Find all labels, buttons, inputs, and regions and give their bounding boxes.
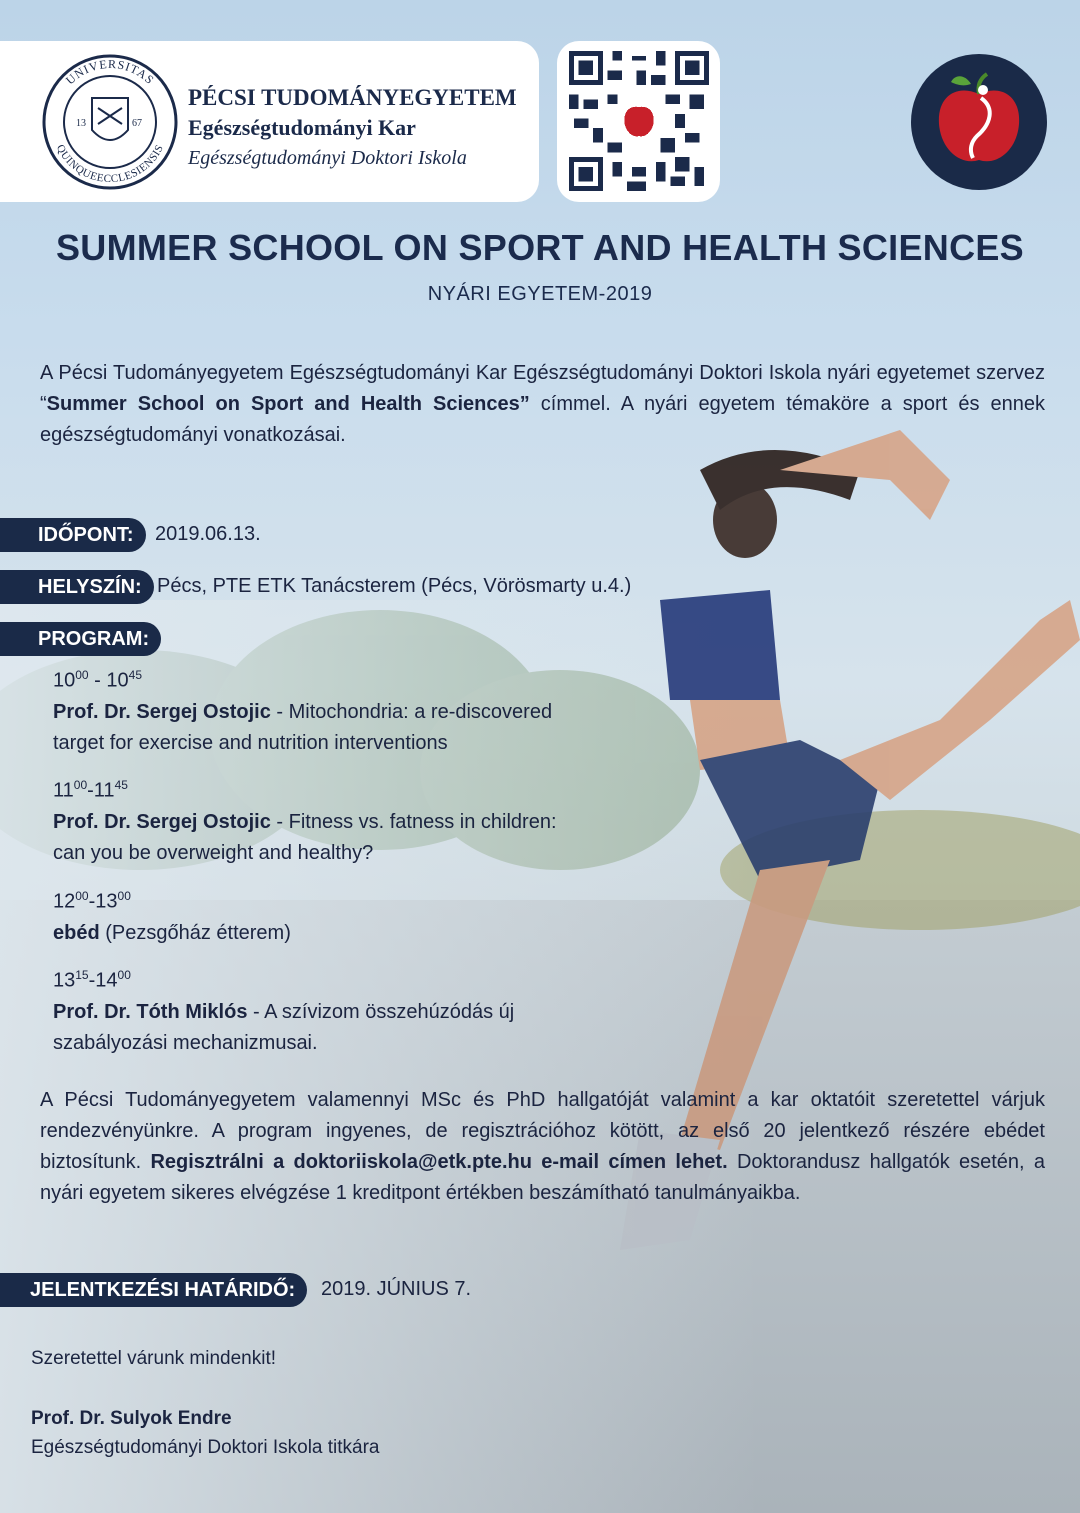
qr-code-card[interactable]	[557, 41, 720, 202]
program-session	[53, 881, 593, 949]
closing-text-end: Doktorandusz hallgatók esetén, a nyári egyetem sikeres elvégzése 1 kreditpont értékben beszámítható tanulmányaikba.	[40, 1151, 1045, 1204]
date-value: 2019.06.13.	[155, 523, 261, 545]
session-topic: - Fitness vs. fatness in children: can you be overweight and healthy?	[53, 810, 557, 864]
greeting-text: Szeretettel várunk mindenkit!	[31, 1348, 277, 1369]
date-label: IDŐPONT:	[0, 518, 146, 552]
apple-logo-icon	[911, 54, 1047, 190]
intro-text-end: címmel. A nyári egyetem témaköre a sport és ennek egészségtudományi vonatkozásai.	[40, 393, 1045, 446]
university-logo-card	[0, 41, 539, 202]
session-speaker: Prof. Dr. Sergej Ostojic	[53, 700, 271, 723]
program-session	[53, 770, 593, 869]
closing-paragraph	[40, 1085, 1045, 1209]
school-name: Egészségtudományi Doktori Iskola	[188, 147, 467, 169]
qr-code-icon	[569, 51, 709, 191]
svg-text:UNIVERSITAS	[63, 57, 157, 88]
intro-text: A Pécsi Tudományegyetem Egészségtudományi Kar Egészségtudományi Doktori Iskola nyári egyetemet szervez “	[40, 362, 1045, 415]
seal-year-right: 67	[132, 118, 142, 129]
seal-year-left: 13	[76, 118, 86, 129]
session-speaker: ebéd	[53, 921, 100, 944]
svg-text:QUINQUEECCLESIENSIS	[54, 143, 166, 185]
program-label: PROGRAM:	[0, 622, 161, 656]
seal-text-bottom: QUINQUEECCLESIENSIS	[53, 142, 167, 186]
session-topic: - Mitochondria: a re-discovered target for exercise and nutrition interventions	[53, 700, 553, 754]
session-time: $10^{00} - 10^{45}$	[53, 668, 142, 692]
faculty-name: Egészségtudományi Kar	[188, 115, 416, 140]
session-speaker: Prof. Dr. Sergej Ostojic	[53, 810, 271, 833]
session-time: $11^{00}-11^{45}$	[53, 778, 128, 802]
university-seal-icon	[40, 52, 180, 192]
session-topic: (Pezsgőház étterem)	[99, 921, 291, 944]
session-time: $13^{15}-14^{00}$	[53, 968, 131, 992]
session-topic: - A szívizom összehúzódás új szabályozási mechanizmusai.	[53, 1000, 515, 1054]
deadline-label: JELENTKEZÉSI HATÁRIDŐ:	[0, 1273, 307, 1307]
intro-paragraph	[40, 358, 1045, 451]
university-name: PÉCSI TUDOMÁNYEGYETEM	[188, 85, 517, 110]
program-session	[53, 960, 593, 1059]
page-subtitle: NYÁRI EGYETEM-2019	[427, 283, 653, 305]
registration-info: Regisztrálni a doktoriiskola@etk.pte.hu e-mail címen lehet.	[150, 1151, 728, 1173]
session-speaker: Prof. Dr. Tóth Miklós	[53, 1000, 248, 1023]
place-label: HELYSZÍN:	[0, 570, 154, 604]
deadline-value: 2019. JÚNIUS 7.	[321, 1278, 472, 1300]
closing-text: A Pécsi Tudományegyetem valamennyi MSc és PhD hallgatóját valamint a kar oktatóit szeretettel várjuk rendezvényünkre. A program ingyenes, de regisztrációhoz kötött, az első 20 jelentkező részére ebédet biztosítunk.	[40, 1089, 1045, 1173]
signature-role: Egészségtudományi Doktori Iskola titkára	[31, 1437, 380, 1458]
program-session	[53, 660, 593, 759]
session-time: $12^{00}-13^{00}$	[53, 889, 131, 913]
page-title: SUMMER SCHOOL ON SPORT AND HEALTH SCIENCES	[56, 227, 1024, 268]
place-value: Pécs, PTE ETK Tanácsterem (Pécs, Vörösmarty u.4.)	[157, 575, 632, 597]
signature-name: Prof. Dr. Sulyok Endre	[31, 1408, 232, 1429]
intro-highlight: Summer School on Sport and Health Sciences”	[46, 393, 530, 415]
seal-text-top: UNIVERSITAS	[62, 56, 158, 88]
